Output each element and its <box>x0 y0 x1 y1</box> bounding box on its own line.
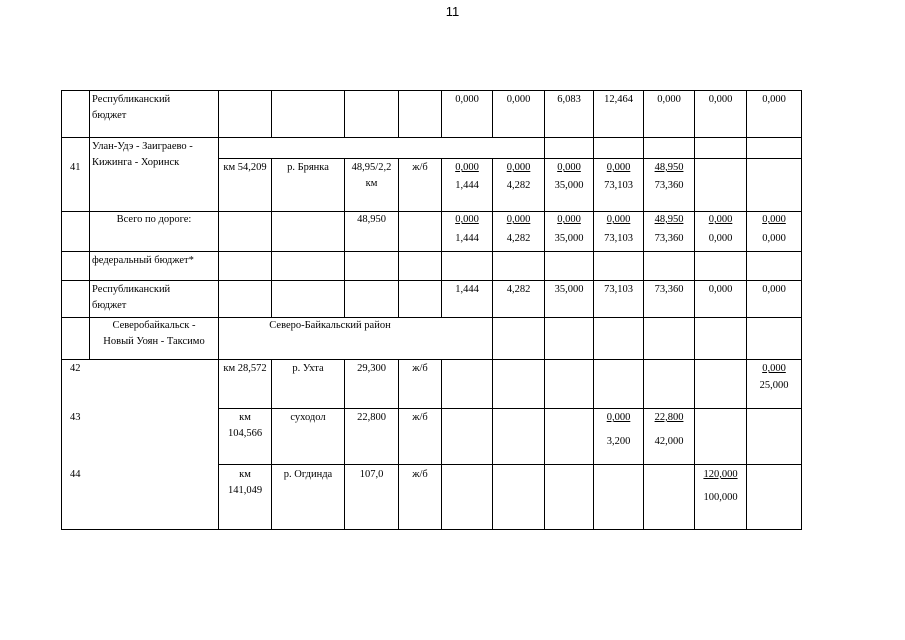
grid-line <box>61 137 801 138</box>
value-cell: 73,103 <box>604 284 633 295</box>
label-line: Республиканский <box>92 94 171 105</box>
grid-line <box>218 408 801 409</box>
value-bottom: 73,103 <box>604 180 633 191</box>
length-line: км <box>365 178 378 189</box>
value-cell: 35,000 <box>554 284 584 295</box>
grid-line <box>218 90 219 529</box>
row-number: 43 <box>70 412 81 423</box>
value-bottom: 42,000 <box>654 436 684 447</box>
grid-line <box>271 90 272 137</box>
value-cell: 4,282 <box>506 284 531 295</box>
road-name-line: Северобайкальск - <box>112 320 196 331</box>
grid-line <box>61 251 801 252</box>
value-top: 0,000 <box>606 214 631 225</box>
grid-line <box>544 90 545 529</box>
km-cell: км 54,209 <box>223 162 267 173</box>
value-top: 0,000 <box>557 162 581 173</box>
type-cell: ж/б <box>412 469 428 480</box>
grid-line <box>344 90 345 137</box>
length-line: 48,95/2,2 <box>351 162 392 173</box>
value-bottom: 1,444 <box>455 233 479 244</box>
grid-line <box>61 529 801 530</box>
value-bottom: 4,282 <box>506 180 531 191</box>
value-bottom: 25,000 <box>759 380 789 391</box>
value-cell: 0,000 <box>708 284 733 295</box>
grid-line <box>61 90 62 529</box>
value-top: 0,000 <box>708 214 733 225</box>
value-cell: 0,000 <box>506 94 531 105</box>
grid-line <box>218 158 801 159</box>
value-top: 0,000 <box>606 162 631 173</box>
value-cell: 0,000 <box>455 94 479 105</box>
value-cell: 73,360 <box>654 284 684 295</box>
length-cell <box>344 160 399 192</box>
row-label-rep-budget <box>92 92 170 124</box>
value-cell: 0,000 <box>762 94 786 105</box>
value-bottom: 73,360 <box>654 233 684 244</box>
grid-line <box>694 90 695 529</box>
road-name-line: Кижинга - Хоринск <box>92 157 180 168</box>
length-cell: 48,950 <box>357 214 386 225</box>
value-top: 0,000 <box>557 214 581 225</box>
value-bottom: 73,103 <box>604 233 633 244</box>
km-cell <box>218 410 272 442</box>
row-number: 44 <box>70 469 81 480</box>
value-top: 48,950 <box>654 162 684 173</box>
value-top: 22,800 <box>654 412 684 423</box>
road-name-line: Новый Уоян - Таксимо <box>103 336 205 347</box>
value-bottom: 73,360 <box>654 180 684 191</box>
grid-line <box>61 359 801 360</box>
object-cell: р. Ухта <box>292 363 324 374</box>
grid-line <box>398 359 399 529</box>
row-label-rep-budget <box>92 282 170 314</box>
value-top: 0,000 <box>455 214 479 225</box>
grid-line <box>61 280 801 281</box>
value-cell: 12,464 <box>604 94 633 105</box>
row-number: 41 <box>70 162 81 173</box>
value-cell: 6,083 <box>557 94 581 105</box>
label-line: бюджет <box>92 110 127 121</box>
object-cell: р. Огдинда <box>283 469 333 480</box>
object-cell: суходол <box>290 412 326 423</box>
km-line: км <box>239 412 251 423</box>
grid-line <box>218 464 801 465</box>
length-cell: 22,800 <box>357 412 386 423</box>
value-top: 0,000 <box>506 214 531 225</box>
road-name <box>89 318 219 350</box>
grid-line <box>441 359 442 529</box>
grid-line <box>61 90 801 91</box>
grid-line <box>271 158 272 317</box>
value-bottom: 35,000 <box>554 233 584 244</box>
grid-line <box>801 90 802 530</box>
row-label-federal-budget: федеральный бюджет* <box>92 255 194 266</box>
grid-line <box>271 359 272 529</box>
value-top: 48,950 <box>654 214 684 225</box>
type-cell: ж/б <box>412 162 428 173</box>
value-cell: 0,000 <box>762 284 786 295</box>
value-bottom: 0,000 <box>762 233 786 244</box>
value-bottom: 1,444 <box>455 180 479 191</box>
road-name-line: Улан-Удэ - Заиграево - <box>92 141 193 152</box>
row-number: 42 <box>70 363 81 374</box>
value-cell: 0,000 <box>708 94 733 105</box>
value-top: 0,000 <box>506 162 531 173</box>
grid-line <box>398 90 399 137</box>
value-top: 0,000 <box>762 214 786 225</box>
value-bottom: 3,200 <box>606 436 631 447</box>
total-label: Всего по дороге: <box>116 214 192 225</box>
page-number: 11 <box>445 4 460 19</box>
km-cell: км 28,572 <box>223 363 267 374</box>
km-line: 141,049 <box>227 485 263 496</box>
value-bottom: 4,282 <box>506 233 531 244</box>
type-cell: ж/б <box>412 412 428 423</box>
grid-line <box>593 90 594 529</box>
value-top: 0,000 <box>762 363 786 374</box>
value-top: 0,000 <box>455 162 479 173</box>
label-line: Республиканский <box>92 284 171 295</box>
length-cell: 107,0 <box>359 469 384 480</box>
grid-line <box>643 90 644 529</box>
value-cell: 0,000 <box>657 94 681 105</box>
road-name <box>92 139 193 171</box>
grid-line <box>746 90 747 529</box>
label-line: бюджет <box>92 300 127 311</box>
km-cell <box>218 467 272 499</box>
km-line: км <box>239 469 251 480</box>
length-cell: 29,300 <box>357 363 386 374</box>
value-bottom: 35,000 <box>554 180 584 191</box>
value-cell: 1,444 <box>455 284 479 295</box>
value-top: 0,000 <box>606 412 631 423</box>
value-bottom: 0,000 <box>708 233 733 244</box>
km-line: 104,566 <box>227 428 263 439</box>
type-cell: ж/б <box>412 363 428 374</box>
value-top: 120,000 <box>703 469 738 480</box>
district-name: Северо-Байкальский район <box>269 320 391 331</box>
object-cell: р. Брянка <box>287 162 329 173</box>
grid-line <box>344 359 345 529</box>
value-bottom: 100,000 <box>703 492 738 503</box>
